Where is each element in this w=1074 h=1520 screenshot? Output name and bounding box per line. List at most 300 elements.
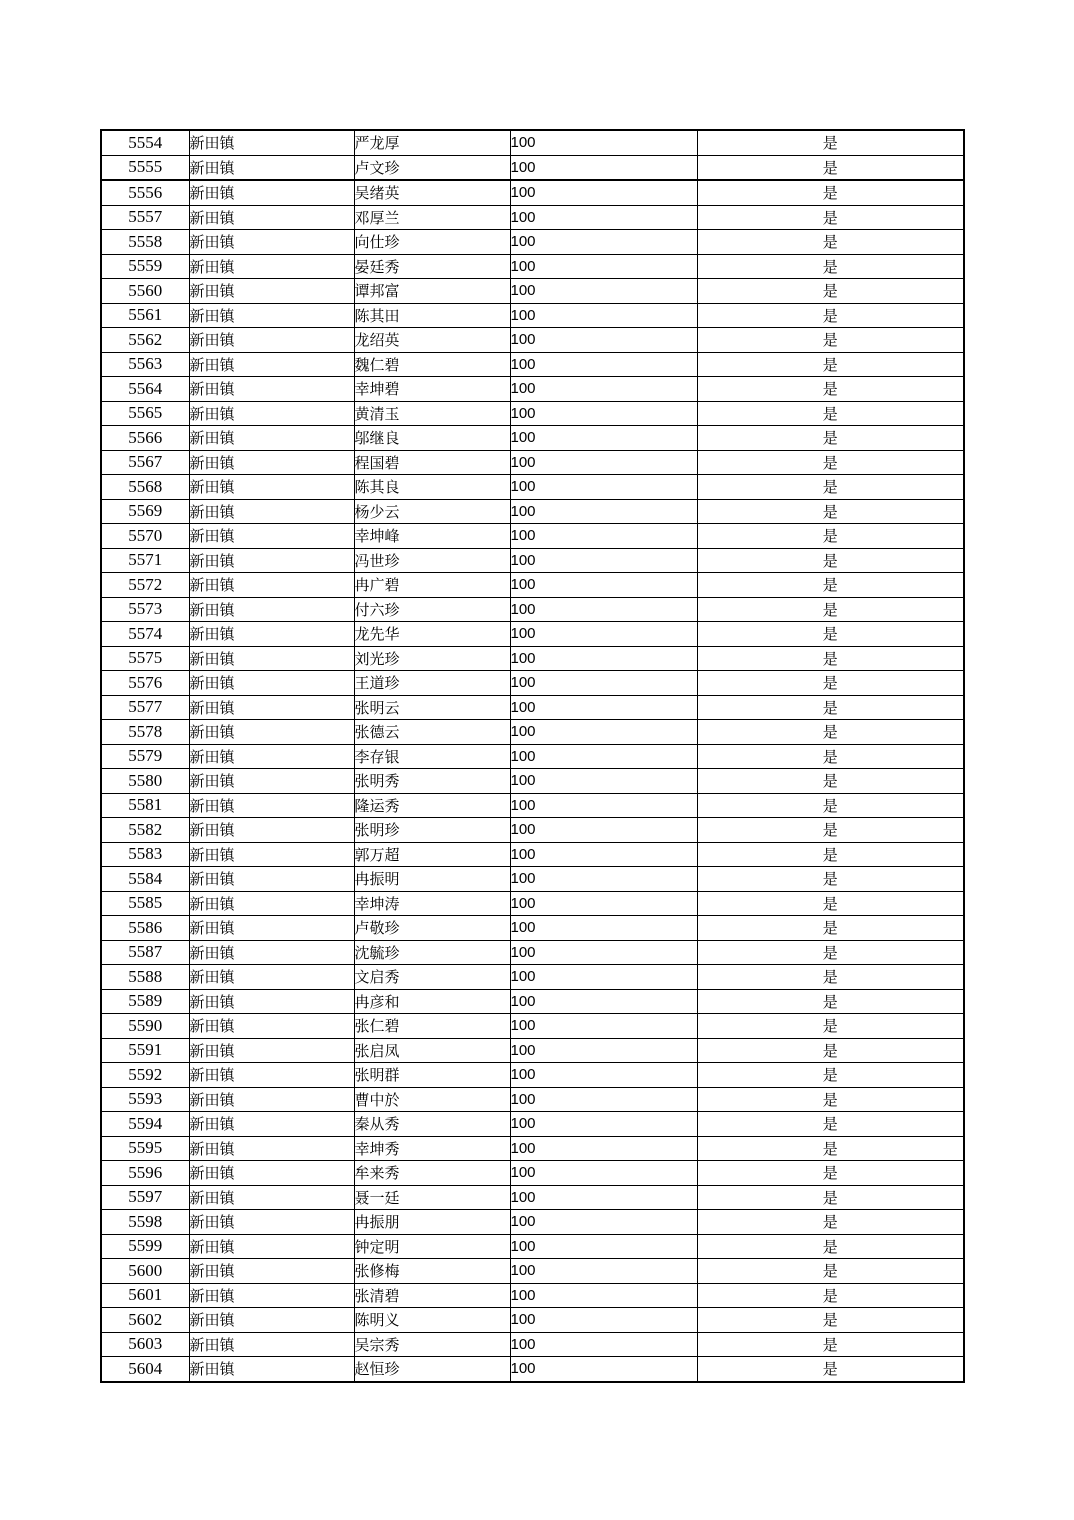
table-row [101, 744, 964, 769]
cell-flag: 是 [697, 303, 964, 328]
cell-name: 牟来秀 [354, 1161, 510, 1186]
table-row [101, 1185, 964, 1210]
cell-flag: 是 [697, 205, 964, 230]
cell-flag: 是 [697, 475, 964, 500]
cell-score: 100 [510, 254, 697, 279]
cell-id: 5554 [101, 130, 189, 155]
cell-id: 5604 [101, 1357, 189, 1382]
cell-score: 100 [510, 1234, 697, 1259]
cell-flag: 是 [697, 695, 964, 720]
cell-score: 100 [510, 328, 697, 353]
cell-flag: 是 [697, 720, 964, 745]
table-row [101, 597, 964, 622]
cell-town: 新田镇 [189, 1308, 354, 1333]
cell-score: 100 [510, 1283, 697, 1308]
cell-town: 新田镇 [189, 524, 354, 549]
cell-town: 新田镇 [189, 891, 354, 916]
cell-town: 新田镇 [189, 989, 354, 1014]
cell-name: 赵恒珍 [354, 1357, 510, 1382]
cell-score: 100 [510, 1038, 697, 1063]
cell-id: 5600 [101, 1259, 189, 1284]
cell-score: 100 [510, 1259, 697, 1284]
cell-town: 新田镇 [189, 1087, 354, 1112]
cell-town: 新田镇 [189, 279, 354, 304]
cell-flag: 是 [697, 279, 964, 304]
cell-name: 王道珍 [354, 671, 510, 696]
cell-score: 100 [510, 475, 697, 500]
cell-id: 5592 [101, 1063, 189, 1088]
cell-score: 100 [510, 916, 697, 941]
cell-id: 5582 [101, 818, 189, 843]
cell-score: 100 [510, 793, 697, 818]
cell-name: 张德云 [354, 720, 510, 745]
table-row [101, 1038, 964, 1063]
table-row [101, 940, 964, 965]
cell-town: 新田镇 [189, 793, 354, 818]
cell-name: 刘光珍 [354, 646, 510, 671]
cell-id: 5577 [101, 695, 189, 720]
cell-name: 沈毓珍 [354, 940, 510, 965]
table-row [101, 475, 964, 500]
cell-flag: 是 [697, 328, 964, 353]
cell-id: 5602 [101, 1308, 189, 1333]
table-row [101, 1259, 964, 1284]
cell-name: 吴绪英 [354, 180, 510, 205]
cell-town: 新田镇 [189, 1063, 354, 1088]
cell-town: 新田镇 [189, 155, 354, 180]
cell-name: 幸坤涛 [354, 891, 510, 916]
cell-flag: 是 [697, 130, 964, 155]
cell-town: 新田镇 [189, 1038, 354, 1063]
cell-score: 100 [510, 1014, 697, 1039]
cell-score: 100 [510, 671, 697, 696]
table-row [101, 1014, 964, 1039]
cell-town: 新田镇 [189, 1112, 354, 1137]
cell-name: 付六珍 [354, 597, 510, 622]
cell-name: 冉振明 [354, 867, 510, 892]
cell-id: 5593 [101, 1087, 189, 1112]
cell-score: 100 [510, 279, 697, 304]
cell-flag: 是 [697, 1283, 964, 1308]
table-row [101, 205, 964, 230]
table-row [101, 1234, 964, 1259]
cell-id: 5589 [101, 989, 189, 1014]
cell-name: 张修梅 [354, 1259, 510, 1284]
cell-score: 100 [510, 1087, 697, 1112]
table-row [101, 916, 964, 941]
cell-flag: 是 [697, 1038, 964, 1063]
cell-score: 100 [510, 597, 697, 622]
cell-name: 冉振朋 [354, 1210, 510, 1235]
cell-name: 张明群 [354, 1063, 510, 1088]
cell-town: 新田镇 [189, 1332, 354, 1357]
table-row [101, 1283, 964, 1308]
cell-flag: 是 [697, 744, 964, 769]
cell-town: 新田镇 [189, 499, 354, 524]
table-row [101, 1063, 964, 1088]
cell-score: 100 [510, 1185, 697, 1210]
cell-town: 新田镇 [189, 1210, 354, 1235]
cell-flag: 是 [697, 1357, 964, 1382]
cell-flag: 是 [697, 597, 964, 622]
cell-town: 新田镇 [189, 352, 354, 377]
cell-id: 5587 [101, 940, 189, 965]
cell-score: 100 [510, 303, 697, 328]
cell-id: 5558 [101, 230, 189, 255]
cell-score: 100 [510, 940, 697, 965]
cell-id: 5563 [101, 352, 189, 377]
cell-town: 新田镇 [189, 597, 354, 622]
cell-flag: 是 [697, 622, 964, 647]
cell-name: 幸坤峰 [354, 524, 510, 549]
table-row [101, 377, 964, 402]
cell-town: 新田镇 [189, 230, 354, 255]
table-row [101, 1112, 964, 1137]
cell-name: 吴宗秀 [354, 1332, 510, 1357]
table-row [101, 254, 964, 279]
cell-id: 5584 [101, 867, 189, 892]
cell-score: 100 [510, 155, 697, 180]
table-row [101, 328, 964, 353]
cell-name: 张明珍 [354, 818, 510, 843]
cell-town: 新田镇 [189, 1161, 354, 1186]
cell-name: 龙先华 [354, 622, 510, 647]
cell-id: 5581 [101, 793, 189, 818]
cell-name: 黄清玉 [354, 401, 510, 426]
cell-flag: 是 [697, 548, 964, 573]
cell-score: 100 [510, 524, 697, 549]
cell-flag: 是 [697, 916, 964, 941]
table-row [101, 401, 964, 426]
cell-town: 新田镇 [189, 548, 354, 573]
cell-id: 5580 [101, 769, 189, 794]
cell-flag: 是 [697, 769, 964, 794]
table-row [101, 279, 964, 304]
cell-name: 陈明义 [354, 1308, 510, 1333]
cell-id: 5598 [101, 1210, 189, 1235]
cell-name: 邬继良 [354, 426, 510, 451]
cell-name: 李存银 [354, 744, 510, 769]
cell-id: 5571 [101, 548, 189, 573]
cell-score: 100 [510, 695, 697, 720]
table-row [101, 524, 964, 549]
cell-score: 100 [510, 1112, 697, 1137]
cell-score: 100 [510, 573, 697, 598]
cell-flag: 是 [697, 426, 964, 451]
cell-flag: 是 [697, 842, 964, 867]
cell-flag: 是 [697, 1161, 964, 1186]
cell-id: 5601 [101, 1283, 189, 1308]
cell-town: 新田镇 [189, 401, 354, 426]
cell-score: 100 [510, 1161, 697, 1186]
cell-flag: 是 [697, 940, 964, 965]
cell-id: 5574 [101, 622, 189, 647]
cell-town: 新田镇 [189, 818, 354, 843]
cell-id: 5599 [101, 1234, 189, 1259]
cell-id: 5595 [101, 1136, 189, 1161]
table-row [101, 155, 964, 180]
cell-town: 新田镇 [189, 965, 354, 990]
cell-name: 钟定明 [354, 1234, 510, 1259]
cell-id: 5559 [101, 254, 189, 279]
cell-flag: 是 [697, 1259, 964, 1284]
cell-name: 晏廷秀 [354, 254, 510, 279]
cell-id: 5570 [101, 524, 189, 549]
table-row [101, 622, 964, 647]
table-row [101, 450, 964, 475]
cell-town: 新田镇 [189, 916, 354, 941]
table-row [101, 842, 964, 867]
cell-flag: 是 [697, 180, 964, 205]
cell-score: 100 [510, 1210, 697, 1235]
cell-id: 5578 [101, 720, 189, 745]
cell-town: 新田镇 [189, 1283, 354, 1308]
table-row [101, 891, 964, 916]
table-row [101, 426, 964, 451]
table-row [101, 1136, 964, 1161]
cell-flag: 是 [697, 1063, 964, 1088]
cell-town: 新田镇 [189, 1185, 354, 1210]
table-row [101, 793, 964, 818]
cell-id: 5568 [101, 475, 189, 500]
cell-flag: 是 [697, 1185, 964, 1210]
cell-id: 5583 [101, 842, 189, 867]
cell-score: 100 [510, 1308, 697, 1333]
table-row [101, 695, 964, 720]
cell-town: 新田镇 [189, 180, 354, 205]
cell-flag: 是 [697, 989, 964, 1014]
cell-id: 5569 [101, 499, 189, 524]
cell-name: 魏仁碧 [354, 352, 510, 377]
cell-id: 5586 [101, 916, 189, 941]
cell-id: 5567 [101, 450, 189, 475]
cell-town: 新田镇 [189, 328, 354, 353]
table-row [101, 671, 964, 696]
cell-town: 新田镇 [189, 842, 354, 867]
cell-score: 100 [510, 622, 697, 647]
cell-score: 100 [510, 965, 697, 990]
cell-score: 100 [510, 1332, 697, 1357]
cell-town: 新田镇 [189, 426, 354, 451]
cell-name: 曹中於 [354, 1087, 510, 1112]
cell-town: 新田镇 [189, 940, 354, 965]
cell-town: 新田镇 [189, 769, 354, 794]
cell-town: 新田镇 [189, 720, 354, 745]
cell-score: 100 [510, 1357, 697, 1382]
cell-flag: 是 [697, 1112, 964, 1137]
cell-town: 新田镇 [189, 695, 354, 720]
cell-town: 新田镇 [189, 1357, 354, 1382]
cell-flag: 是 [697, 1332, 964, 1357]
cell-flag: 是 [697, 1136, 964, 1161]
cell-score: 100 [510, 426, 697, 451]
cell-id: 5594 [101, 1112, 189, 1137]
cell-score: 100 [510, 867, 697, 892]
cell-id: 5590 [101, 1014, 189, 1039]
cell-name: 向仕珍 [354, 230, 510, 255]
cell-score: 100 [510, 450, 697, 475]
cell-town: 新田镇 [189, 450, 354, 475]
table-row [101, 1308, 964, 1333]
cell-town: 新田镇 [189, 475, 354, 500]
cell-flag: 是 [697, 573, 964, 598]
cell-score: 100 [510, 401, 697, 426]
cell-name: 隆运秀 [354, 793, 510, 818]
cell-flag: 是 [697, 793, 964, 818]
table-row [101, 230, 964, 255]
cell-id: 5575 [101, 646, 189, 671]
cell-name: 郭万超 [354, 842, 510, 867]
table-row [101, 989, 964, 1014]
cell-name: 文启秀 [354, 965, 510, 990]
cell-id: 5560 [101, 279, 189, 304]
cell-flag: 是 [697, 867, 964, 892]
cell-town: 新田镇 [189, 671, 354, 696]
cell-flag: 是 [697, 1087, 964, 1112]
cell-flag: 是 [697, 450, 964, 475]
cell-score: 100 [510, 499, 697, 524]
cell-id: 5564 [101, 377, 189, 402]
cell-flag: 是 [697, 401, 964, 426]
cell-score: 100 [510, 548, 697, 573]
cell-town: 新田镇 [189, 646, 354, 671]
table-row [101, 130, 964, 155]
cell-town: 新田镇 [189, 622, 354, 647]
cell-flag: 是 [697, 646, 964, 671]
cell-score: 100 [510, 720, 697, 745]
cell-flag: 是 [697, 965, 964, 990]
table-row [101, 180, 964, 205]
cell-flag: 是 [697, 1210, 964, 1235]
cell-flag: 是 [697, 377, 964, 402]
cell-town: 新田镇 [189, 130, 354, 155]
table-row [101, 965, 964, 990]
cell-town: 新田镇 [189, 1234, 354, 1259]
cell-score: 100 [510, 1136, 697, 1161]
cell-name: 幸坤碧 [354, 377, 510, 402]
cell-flag: 是 [697, 1014, 964, 1039]
cell-id: 5576 [101, 671, 189, 696]
roster-table [100, 129, 965, 1383]
table-row [101, 818, 964, 843]
cell-flag: 是 [697, 230, 964, 255]
cell-id: 5572 [101, 573, 189, 598]
cell-town: 新田镇 [189, 303, 354, 328]
table-row [101, 1087, 964, 1112]
table-row [101, 1332, 964, 1357]
cell-town: 新田镇 [189, 573, 354, 598]
cell-name: 张清碧 [354, 1283, 510, 1308]
cell-flag: 是 [697, 671, 964, 696]
table-row [101, 499, 964, 524]
cell-name: 谭邦富 [354, 279, 510, 304]
cell-score: 100 [510, 646, 697, 671]
table-row [101, 720, 964, 745]
cell-name: 聂一廷 [354, 1185, 510, 1210]
cell-name: 邓厚兰 [354, 205, 510, 230]
cell-id: 5597 [101, 1185, 189, 1210]
cell-score: 100 [510, 769, 697, 794]
cell-town: 新田镇 [189, 205, 354, 230]
cell-town: 新田镇 [189, 377, 354, 402]
cell-name: 秦从秀 [354, 1112, 510, 1137]
cell-town: 新田镇 [189, 744, 354, 769]
cell-name: 张明云 [354, 695, 510, 720]
table-row [101, 1357, 964, 1382]
cell-town: 新田镇 [189, 1014, 354, 1039]
cell-id: 5596 [101, 1161, 189, 1186]
cell-id: 5573 [101, 597, 189, 622]
table-row [101, 352, 964, 377]
cell-id: 5565 [101, 401, 189, 426]
cell-id: 5603 [101, 1332, 189, 1357]
cell-name: 陈其田 [354, 303, 510, 328]
cell-score: 100 [510, 842, 697, 867]
cell-name: 冯世珍 [354, 548, 510, 573]
cell-score: 100 [510, 230, 697, 255]
cell-flag: 是 [697, 818, 964, 843]
cell-score: 100 [510, 130, 697, 155]
cell-id: 5555 [101, 155, 189, 180]
cell-id: 5561 [101, 303, 189, 328]
cell-name: 杨少云 [354, 499, 510, 524]
table-row [101, 1210, 964, 1235]
cell-id: 5591 [101, 1038, 189, 1063]
cell-flag: 是 [697, 524, 964, 549]
cell-score: 100 [510, 352, 697, 377]
cell-name: 冉彦和 [354, 989, 510, 1014]
cell-id: 5556 [101, 180, 189, 205]
cell-id: 5585 [101, 891, 189, 916]
cell-name: 龙绍英 [354, 328, 510, 353]
cell-id: 5579 [101, 744, 189, 769]
cell-town: 新田镇 [189, 867, 354, 892]
cell-score: 100 [510, 180, 697, 205]
cell-flag: 是 [697, 1234, 964, 1259]
cell-name: 张明秀 [354, 769, 510, 794]
cell-score: 100 [510, 989, 697, 1014]
cell-score: 100 [510, 891, 697, 916]
cell-town: 新田镇 [189, 254, 354, 279]
cell-flag: 是 [697, 1308, 964, 1333]
cell-name: 幸坤秀 [354, 1136, 510, 1161]
cell-name: 陈其良 [354, 475, 510, 500]
cell-town: 新田镇 [189, 1136, 354, 1161]
cell-name: 卢敬珍 [354, 916, 510, 941]
cell-id: 5557 [101, 205, 189, 230]
cell-name: 张仁碧 [354, 1014, 510, 1039]
cell-score: 100 [510, 205, 697, 230]
cell-id: 5588 [101, 965, 189, 990]
table-row [101, 303, 964, 328]
cell-id: 5566 [101, 426, 189, 451]
cell-score: 100 [510, 377, 697, 402]
cell-score: 100 [510, 818, 697, 843]
cell-flag: 是 [697, 254, 964, 279]
cell-score: 100 [510, 1063, 697, 1088]
cell-flag: 是 [697, 352, 964, 377]
cell-name: 严龙厚 [354, 130, 510, 155]
table-row [101, 646, 964, 671]
cell-name: 程国碧 [354, 450, 510, 475]
cell-name: 张启凤 [354, 1038, 510, 1063]
cell-flag: 是 [697, 891, 964, 916]
table-row [101, 548, 964, 573]
table-row [101, 573, 964, 598]
cell-score: 100 [510, 744, 697, 769]
table-row [101, 867, 964, 892]
cell-flag: 是 [697, 155, 964, 180]
